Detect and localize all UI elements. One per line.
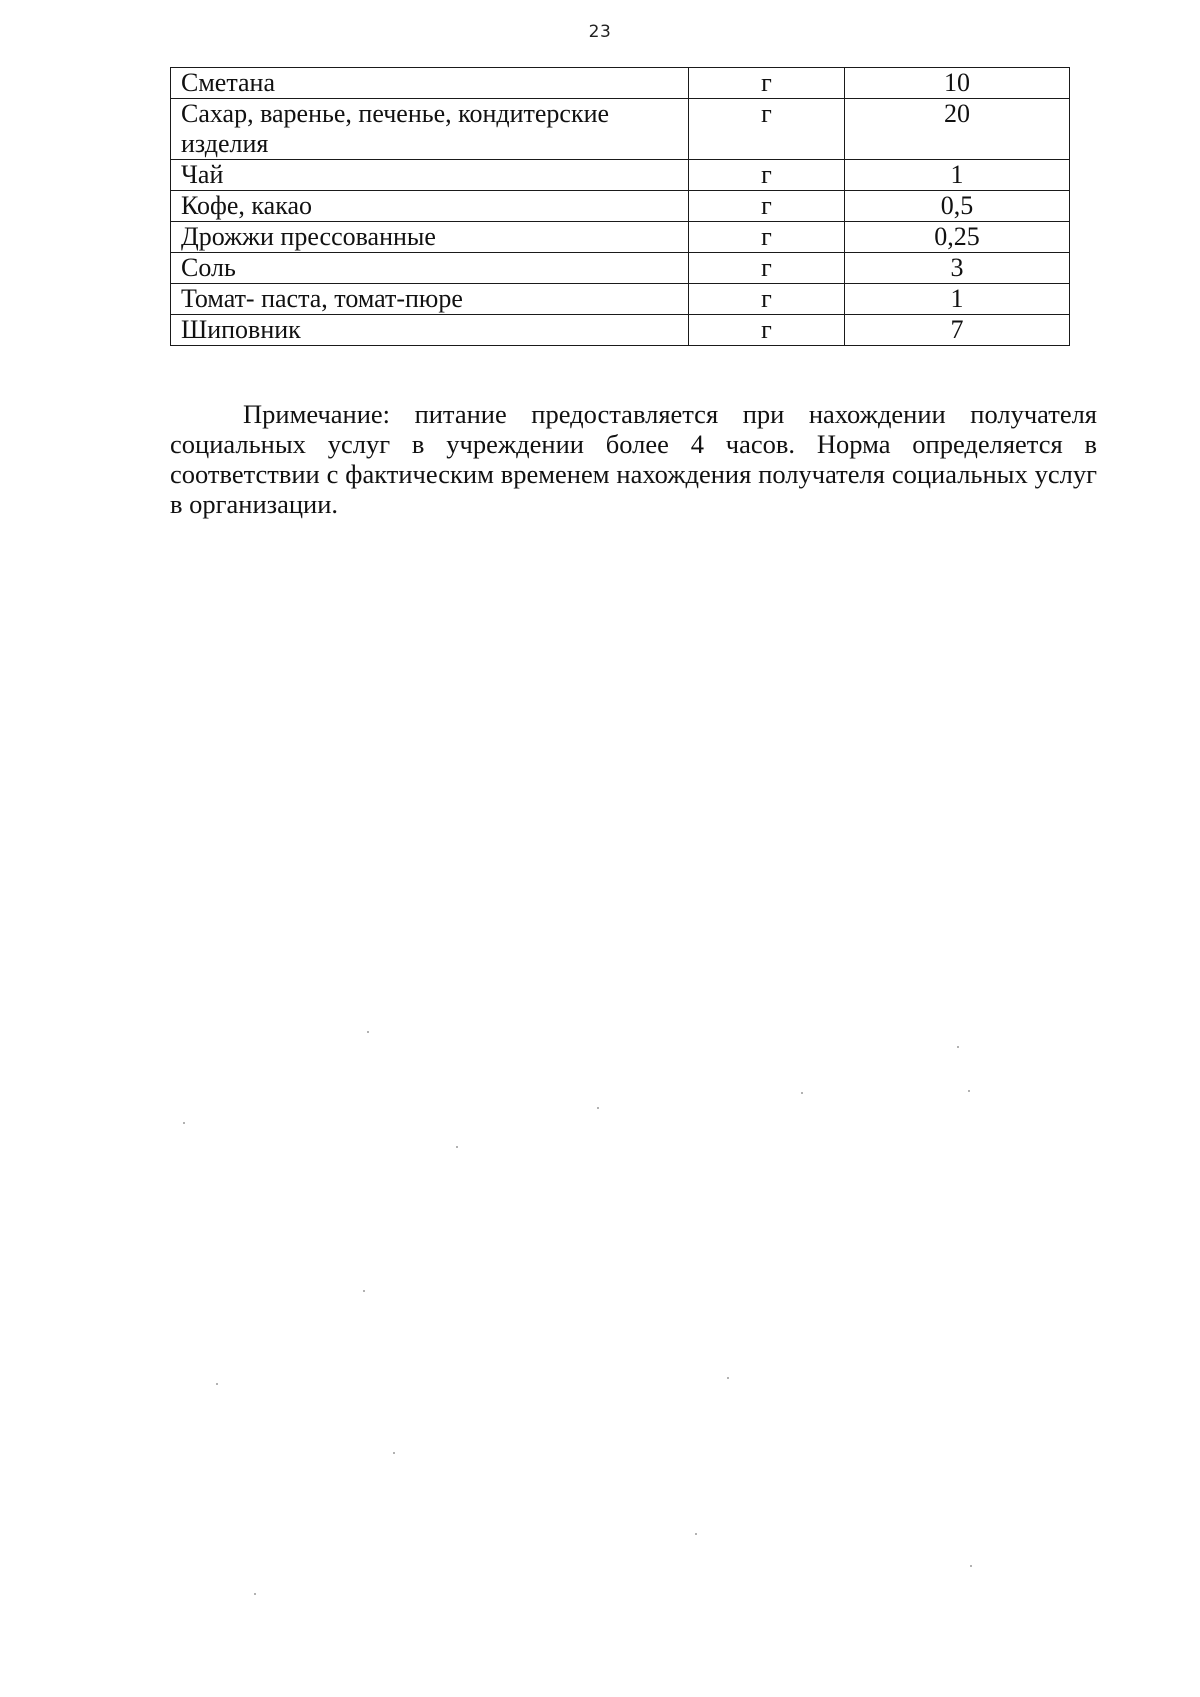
value-cell: 10 [845, 68, 1070, 99]
product-name-cell: Сметана [171, 68, 689, 99]
table-row [171, 315, 1070, 346]
note-paragraph: Примечание: питание предоставляется при нахождении получателя социальных услуг в учреждении более 4 часов. Норма определяется в соответствии с фактическим временем нахождения получателя социальных услуг в организации. [170, 399, 1097, 519]
table-row [171, 160, 1070, 191]
unit-cell: г [689, 315, 845, 346]
table-row [171, 284, 1070, 315]
product-name-cell: Кофе, какао [171, 191, 689, 222]
unit-cell: г [689, 99, 845, 160]
scan-speck [363, 1290, 365, 1292]
food-norms-table [170, 67, 1070, 346]
value-cell: 7 [845, 315, 1070, 346]
scan-speck [367, 1031, 369, 1033]
value-cell: 0,5 [845, 191, 1070, 222]
table-row [171, 253, 1070, 284]
value-cell: 1 [845, 284, 1070, 315]
scan-speck [183, 1122, 185, 1124]
table-row [171, 99, 1070, 160]
scan-speck [456, 1146, 458, 1148]
table-row [171, 68, 1070, 99]
scan-speck [957, 1046, 959, 1048]
unit-cell: г [689, 253, 845, 284]
unit-cell: г [689, 222, 845, 253]
scan-speck [970, 1565, 972, 1567]
unit-cell: г [689, 191, 845, 222]
value-cell: 3 [845, 253, 1070, 284]
table-row [171, 222, 1070, 253]
table-row [171, 191, 1070, 222]
value-cell: 1 [845, 160, 1070, 191]
unit-cell: г [689, 284, 845, 315]
product-name-cell: Соль [171, 253, 689, 284]
scan-speck [968, 1090, 970, 1092]
scan-speck [597, 1107, 599, 1109]
scan-speck [801, 1092, 803, 1094]
scan-speck [393, 1452, 395, 1454]
product-name-cell: Чай [171, 160, 689, 191]
page-number: 23 [588, 22, 612, 42]
product-name-cell: Дрожжи прессованные [171, 222, 689, 253]
scan-speck [216, 1383, 218, 1385]
scan-speck [727, 1377, 729, 1379]
product-name-cell: Томат- паста, томат-пюре [171, 284, 689, 315]
product-name-cell: Шиповник [171, 315, 689, 346]
unit-cell: г [689, 68, 845, 99]
unit-cell: г [689, 160, 845, 191]
value-cell: 0,25 [845, 222, 1070, 253]
scan-speck [254, 1593, 256, 1595]
scan-speck [695, 1533, 697, 1535]
product-name-cell: Сахар, варенье, печенье, кондитерские изделия [171, 99, 689, 160]
value-cell: 20 [845, 99, 1070, 160]
